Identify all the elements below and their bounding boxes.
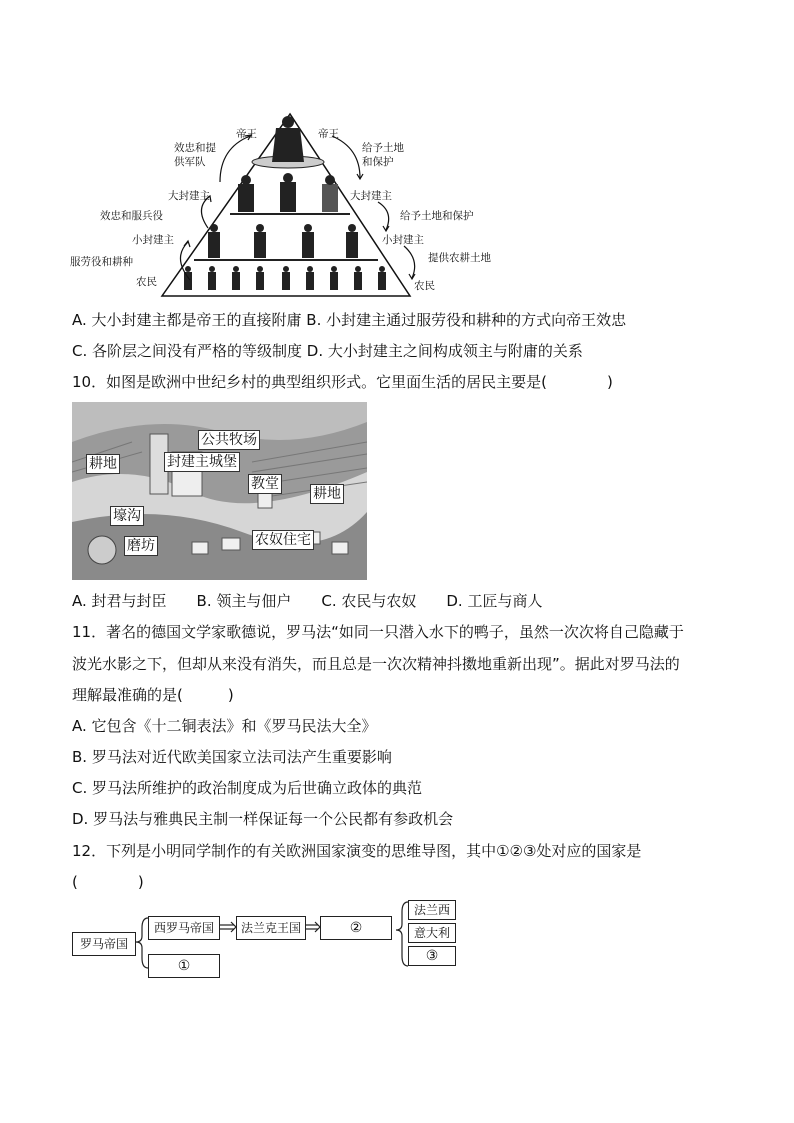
- note-grant-land-1: 给予土地: [362, 142, 404, 154]
- node-roman-empire: 罗马帝国: [72, 932, 136, 956]
- q11-option-a: A. 它包含《十二铜表法》和《罗马民法大全》: [72, 717, 377, 735]
- note-grant-land-2: 和保护: [362, 156, 394, 168]
- note-labor-farming: 服劳役和耕种: [70, 256, 133, 268]
- label-great-lord-left: 大封建主: [168, 190, 210, 202]
- label-small-lord-right: 小封建主: [382, 234, 424, 246]
- q11-option-b: B. 罗马法对近代欧美国家立法司法产生重要影响: [72, 748, 392, 766]
- node-blank-3: ③: [408, 946, 456, 966]
- q11-stem-2: 波光水影之下，但却从来没有消失，而且总是一次次精神抖擞地重新出现”。据此对罗马法的: [72, 655, 680, 673]
- label-great-lord-right: 大封建主: [350, 190, 392, 202]
- pyramid-graphic: [60, 108, 520, 300]
- label-peasant-left: 农民: [136, 276, 157, 288]
- note-provide-farmland: 提供农耕土地: [428, 252, 491, 264]
- node-western-roman-empire: 西罗马帝国: [148, 916, 220, 940]
- q11-option-d: D. 罗马法与雅典民主制一样保证每一个公民都有参政机会: [72, 810, 454, 828]
- manor-illustration: [72, 402, 367, 580]
- node-frankish-kingdom: 法兰克王国: [236, 916, 306, 940]
- note-loyalty-service: 效忠和服兵役: [100, 210, 163, 222]
- feudal-pyramid-figure: [60, 108, 520, 300]
- label-moat: 壕沟: [110, 506, 144, 526]
- label-small-lord-left: 小封建主: [132, 234, 174, 246]
- node-blank-2: ②: [320, 916, 392, 940]
- q11-stem-3: 理解最准确的是( ): [72, 686, 234, 704]
- q12-stem-1: 12．下列是小明同学制作的有关欧洲国家演变的思维导图，其中①②③处对应的国家是: [72, 842, 642, 860]
- node-blank-1: ①: [148, 954, 220, 978]
- label-peasant-right: 农民: [414, 280, 435, 292]
- node-france: 法兰西: [408, 900, 456, 920]
- q12-stem-2: ( ): [72, 873, 144, 891]
- q9-option-ab: A. 大小封建主都是帝王的直接附庸 B. 小封建主通过服劳役和耕种的方式向帝王效忠: [72, 311, 627, 329]
- label-mill: 磨坊: [124, 536, 158, 556]
- note-loyalty-army-2: 供军队: [174, 156, 206, 168]
- mind-map: [72, 898, 472, 980]
- q9-option-cd: C. 各阶层之间没有严格的等级制度 D. 大小封建主之间构成领主与附庸的关系: [72, 342, 583, 360]
- label-king-right: 帝王: [318, 128, 339, 140]
- label-castle: 封建主城堡: [164, 452, 240, 472]
- q11-stem-1: 11．著名的德国文学家歌德说，罗马法“如同一只潜入水下的鸭子，虽然一次次将自己隐藏于: [72, 623, 684, 641]
- label-farmland-left: 耕地: [86, 454, 120, 474]
- label-king-left: 帝王: [236, 128, 257, 140]
- node-italy: 意大利: [408, 923, 456, 943]
- note-land-protection: 给予土地和保护: [400, 210, 474, 222]
- label-common-pasture: 公共牧场: [198, 430, 260, 450]
- label-church: 教堂: [248, 474, 282, 494]
- q10-options: A. 封君与封臣 B. 领主与佃户 C. 农民与农奴 D. 工匠与商人: [72, 592, 543, 610]
- label-farmland-right: 耕地: [310, 484, 344, 504]
- note-loyalty-army-1: 效忠和提: [174, 142, 216, 154]
- q11-option-c: C. 罗马法所维护的政治制度成为后世确立政体的典范: [72, 779, 423, 797]
- q10-stem: 10．如图是欧洲中世纪乡村的典型组织形式。它里面生活的居民主要是( ): [72, 373, 613, 391]
- label-serf-houses: 农奴住宅: [252, 530, 314, 550]
